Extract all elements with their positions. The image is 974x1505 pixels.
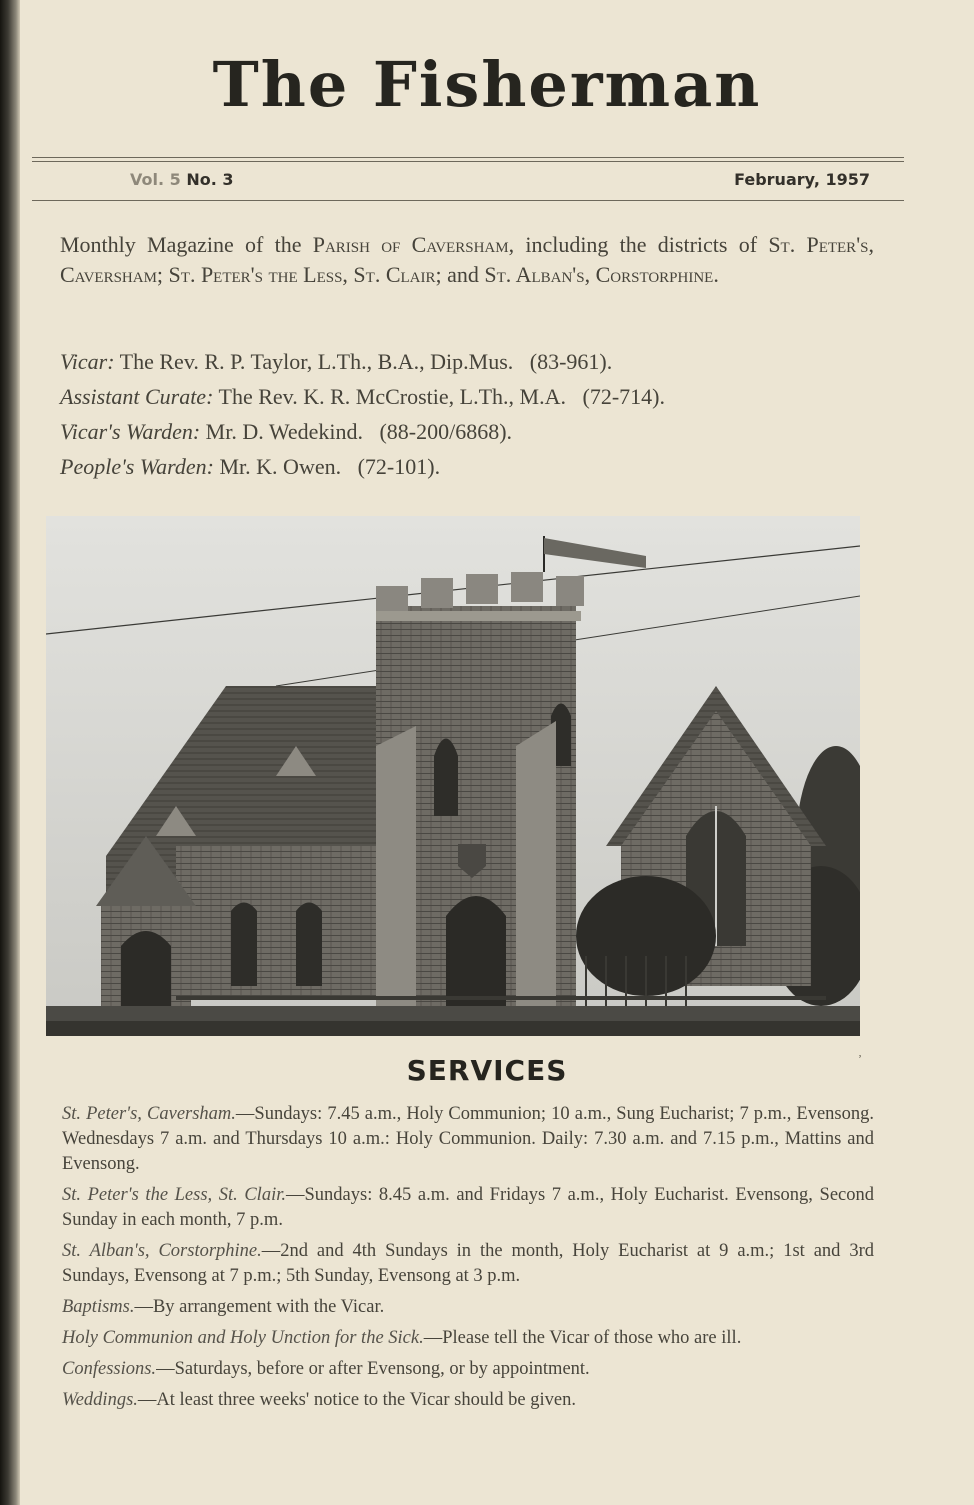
intro-lead: Monthly Magazine of the bbox=[60, 232, 313, 257]
service-entry bbox=[62, 1183, 874, 1233]
magazine-intro bbox=[60, 230, 874, 290]
bottom-rule bbox=[32, 200, 904, 201]
top-rule-thin bbox=[32, 161, 904, 162]
staff-role: Vicar: bbox=[60, 349, 115, 374]
staff-name: Mr. K. Owen. bbox=[214, 454, 342, 479]
intro-district-1: St. Peter's, Caversham bbox=[60, 232, 874, 287]
services-list bbox=[62, 1102, 874, 1419]
service-text: —Sundays: 8.45 a.m. and Fridays 7 a.m., Holy Eucharist. Evensong, Second Sunday in each month, 7 p.m. bbox=[62, 1185, 874, 1230]
service-heading: Weddings. bbox=[62, 1390, 138, 1410]
service-heading: Holy Communion and Holy Unction for the Sick. bbox=[62, 1328, 424, 1348]
service-text: —Saturdays, before or after Evensong, or by appointment. bbox=[156, 1359, 590, 1379]
staff-phone: (83-961). bbox=[529, 349, 613, 374]
staff-phone: (88-200/6868). bbox=[379, 419, 513, 444]
service-entry bbox=[62, 1102, 874, 1177]
church-illustration bbox=[46, 516, 860, 1036]
service-entry bbox=[62, 1326, 874, 1351]
staff-name: The Rev. K. R. McCrostie, L.Th., M.A. bbox=[213, 384, 566, 409]
staff-phone: (72-101). bbox=[357, 454, 441, 479]
staff-vicar bbox=[60, 344, 900, 379]
staff-vicars-warden bbox=[60, 414, 900, 449]
volume-label: Vol. 5 bbox=[130, 170, 181, 189]
staff-role: Vicar's Warden: bbox=[60, 419, 201, 444]
intro-sep-2: ; and bbox=[435, 262, 485, 287]
intro-mid: , including the districts of bbox=[508, 232, 769, 257]
staff-phone: (72-714). bbox=[582, 384, 665, 409]
staff-list bbox=[60, 344, 900, 484]
issue-date: February, 1957 bbox=[734, 170, 870, 189]
top-rule bbox=[32, 157, 904, 158]
intro-parish: Parish of Caversham bbox=[312, 232, 509, 257]
intro-district-2: St. Peter's the Less, St. Clair bbox=[168, 262, 436, 287]
intro-district-3: St. Alban's, Corstorphine bbox=[484, 262, 714, 287]
service-entry bbox=[62, 1239, 874, 1289]
staff-curate bbox=[60, 379, 900, 414]
services-heading: SERVICES bbox=[406, 1054, 568, 1087]
staff-role: Assistant Curate: bbox=[60, 384, 214, 409]
service-text: —Sundays: 7.45 a.m., Holy Communion; 10 a.m., Sung Eucharist; 7 p.m., Evensong. Wednesdays 7 a.m. and Thursdays 10 a.m.: Holy Communion. Daily: 7.30 a.m. and 7.15 p.m., Mattins and Evensong. bbox=[62, 1104, 874, 1174]
book-spine-shadow bbox=[0, 0, 20, 1505]
number-label: No. 3 bbox=[186, 170, 234, 189]
service-heading: Baptisms. bbox=[62, 1297, 135, 1317]
service-heading: Confessions. bbox=[62, 1359, 157, 1379]
church-photograph bbox=[46, 516, 860, 1036]
service-entry bbox=[62, 1388, 874, 1413]
staff-role: People's Warden: bbox=[60, 454, 214, 479]
service-heading: St. Peter's, Caversham. bbox=[62, 1104, 236, 1124]
service-text: —By arrangement with the Vicar. bbox=[134, 1297, 385, 1317]
service-heading: St. Alban's, Corstorphine. bbox=[62, 1241, 262, 1261]
service-text: —At least three weeks' notice to the Vicar should be given. bbox=[137, 1390, 576, 1410]
stray-mark: ʼ bbox=[858, 1052, 862, 1066]
intro-sep-1: ; bbox=[156, 262, 169, 287]
intro-end: . bbox=[713, 262, 719, 287]
service-heading: St. Peter's the Less, St. Clair. bbox=[62, 1185, 286, 1205]
staff-name: The Rev. R. P. Taylor, L.Th., B.A., Dip.Mus. bbox=[114, 349, 514, 374]
service-entry bbox=[62, 1295, 874, 1320]
service-text: —Please tell the Vicar of those who are ill. bbox=[423, 1328, 742, 1348]
masthead-title: The Fisherman bbox=[212, 48, 762, 121]
staff-name: Mr. D. Wedekind. bbox=[200, 419, 363, 444]
staff-peoples-warden bbox=[60, 449, 900, 484]
issue-number bbox=[130, 170, 234, 189]
service-text: —2nd and 4th Sundays in the month, Holy Eucharist at 9 a.m.; 1st and 3rd Sundays, Evensong at 7 p.m.; 5th Sunday, Evensong at 3 p.m. bbox=[62, 1241, 874, 1286]
service-entry bbox=[62, 1357, 874, 1382]
